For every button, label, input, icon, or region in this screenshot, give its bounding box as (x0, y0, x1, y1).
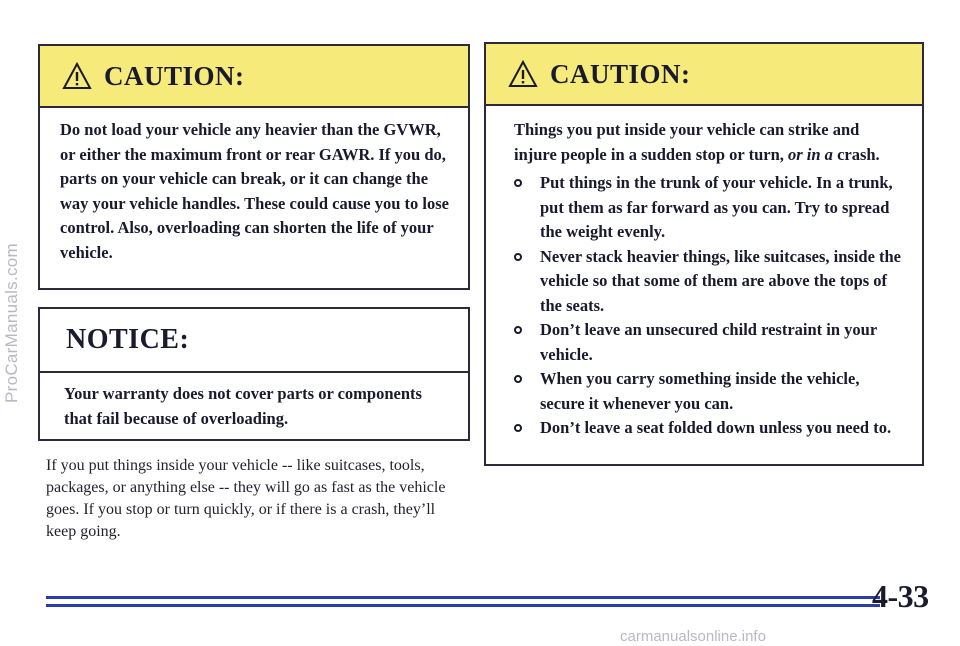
footer-rule (46, 596, 880, 626)
warning-triangle-icon (508, 59, 538, 89)
notice-body: Your warranty does not cover parts or components that fail because of overloading. (64, 384, 422, 428)
list-item (514, 367, 906, 416)
caution-intro-main: Things you put inside your vehicle can strike and injure people in a sudden stop or turn, (514, 120, 860, 164)
warning-triangle-icon (62, 61, 92, 91)
caution-intro-end: crash. (832, 144, 880, 164)
caution-heading-left: CAUTION: (104, 60, 245, 91)
caution-body-left: Do not load your vehicle any heavier than the GVWR, or either the maximum front or rear GAWR. If you do, parts on your vehicle can break, or it can change the way your vehicle handles. These could cause you to lose control. Also, overloading can shorten the life of your vehicle. (60, 120, 449, 262)
bullet-icon (514, 326, 522, 334)
caution-header-left (40, 46, 468, 108)
notice-header (40, 309, 468, 373)
list-item (514, 245, 906, 319)
bullet-text: Never stack heavier things, like suitcases, inside the vehicle so that some of them are above the tops of the seats. (540, 246, 902, 315)
footer-rule-line (46, 604, 880, 607)
caution-box-right (484, 42, 924, 466)
bullet-icon (514, 179, 522, 187)
bullet-icon (514, 253, 522, 261)
side-watermark (2, 0, 22, 646)
bullet-icon (514, 424, 522, 432)
list-item (514, 416, 906, 441)
body-paragraph: If you put things inside your vehicle -- like suitcases, tools, packages, or anything else -- they will go as fast as the vehicle goes. If you stop or turn quickly, or if there is a crash, they’ll keep going. (46, 457, 446, 540)
caution-body-right (486, 106, 922, 441)
list-item (514, 318, 906, 367)
notice-box (38, 307, 470, 441)
side-watermark-text: ProCarManuals.com (2, 242, 22, 404)
caution-intro (514, 118, 906, 167)
bottom-watermark: carmanualsonline.info (620, 628, 766, 645)
bullet-icon (514, 375, 522, 383)
bullet-text: Don’t leave a seat folded down unless you need to. (540, 418, 892, 437)
caution-header-right (486, 44, 922, 106)
page-number: 4-33 (872, 578, 929, 614)
caution-box-left (38, 44, 470, 290)
footer-rule-line (46, 596, 880, 599)
bullet-text: Put things in the trunk of your vehicle. In a trunk, put them as far forward as you can. Try to spread the weight evenly. (540, 173, 893, 241)
caution-intro-italic: or in a (788, 144, 833, 164)
caution-heading-right: CAUTION: (550, 58, 691, 89)
notice-heading: NOTICE: (66, 324, 190, 355)
caution-bullet-list (514, 171, 906, 441)
bullet-text: When you carry something inside the vehicle, secure it whenever you can. (540, 369, 860, 413)
list-item (514, 171, 906, 245)
bullet-text: Don’t leave an unsecured child restraint in your vehicle. (540, 320, 877, 364)
